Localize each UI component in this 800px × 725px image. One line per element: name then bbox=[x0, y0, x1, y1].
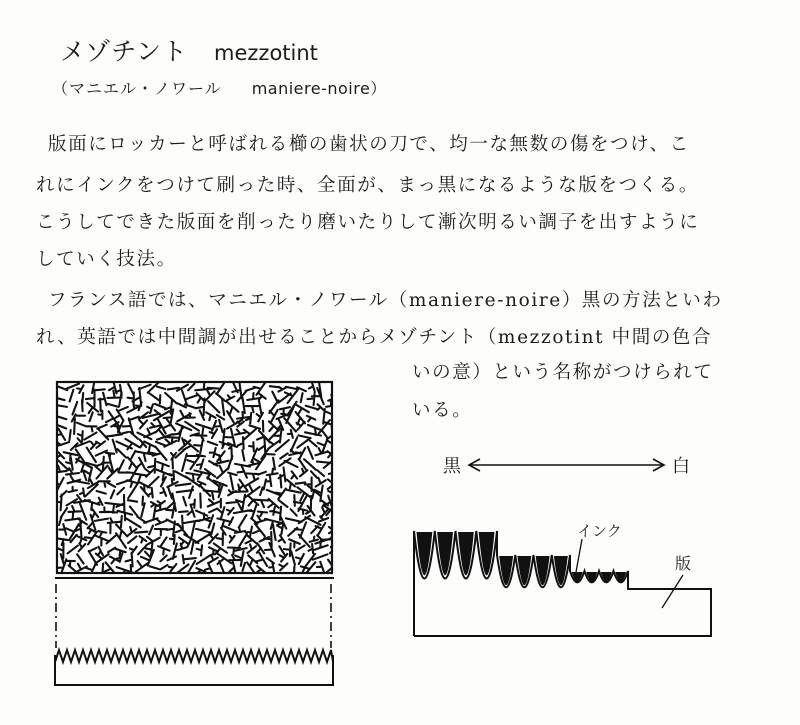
title-katakana: メゾチント bbox=[60, 37, 189, 66]
plate-cross-section-figure bbox=[55, 578, 334, 685]
title-latin: mezzotint bbox=[214, 41, 318, 65]
body-line-5: フランス語では、マニエル・ノワール（maniere-noire）黒の方法といわ bbox=[48, 290, 723, 311]
body-line-7: いの意）という名称がつけられて bbox=[412, 362, 714, 383]
body-line-8: いる。 bbox=[412, 400, 473, 421]
ink-leader-line bbox=[576, 539, 582, 572]
plate-texture-figure bbox=[52, 380, 341, 579]
subtitle-katakana: （マニエル・ノワール bbox=[52, 79, 222, 98]
tone-arrow bbox=[469, 459, 664, 471]
body-line-4: していく技法。 bbox=[36, 249, 177, 270]
body-line-3: こうしてできた版面を削ったり磨いたりして漸次明るい調子を出すように bbox=[36, 212, 700, 233]
plate-leader-line bbox=[662, 575, 683, 608]
ink-section-diagram bbox=[414, 531, 711, 636]
body-line-2: れにインクをつけて刷った時、全面が、まっ黒になるような版をつくる。 bbox=[36, 175, 699, 196]
label-black: 黒 bbox=[443, 456, 461, 477]
label-white: 白 bbox=[672, 456, 690, 477]
label-plate: 版 bbox=[675, 554, 692, 573]
body-line-1: 版面にロッカーと呼ばれる櫛の歯状の刀で、均一な無数の傷をつけ、こ bbox=[48, 134, 690, 155]
body-line-6: れ、英語では中間調が出せることからメゾチント（mezzotint 中間の色合 bbox=[36, 327, 713, 348]
label-ink: インク bbox=[577, 522, 622, 540]
rocker-teeth-edge bbox=[55, 650, 333, 662]
subtitle-latin: maniere-noire） bbox=[251, 79, 387, 98]
